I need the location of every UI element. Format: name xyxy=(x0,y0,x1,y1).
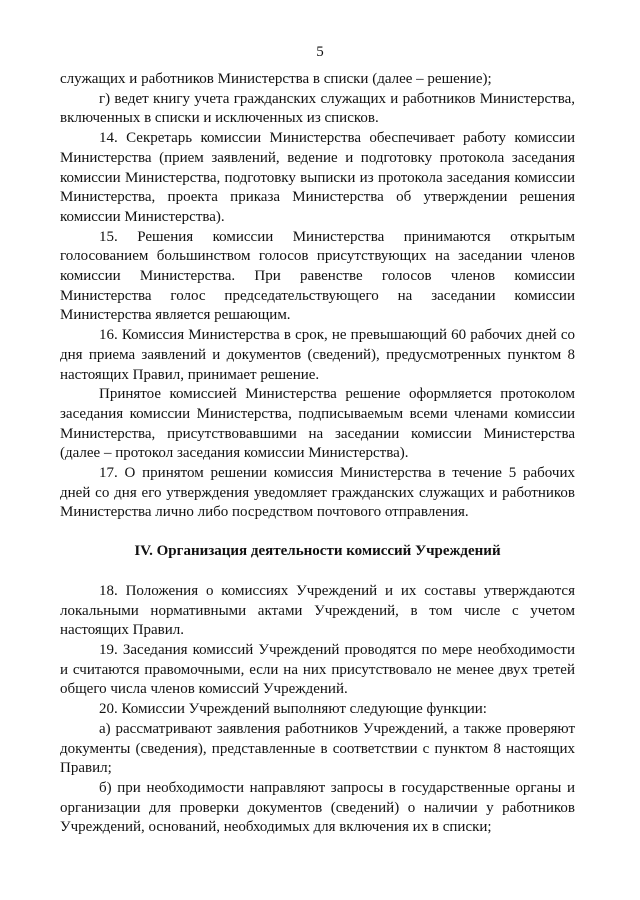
document-body xyxy=(60,70,575,838)
paragraph-20-item-a: а) рассматривают заявления работников Учреждений, а также проверяют документы (сведения), представленные в соответствии с пунктом 8 настоящих Правил; xyxy=(60,720,575,777)
paragraph-16: 16. Комиссия Министерства в срок, не превышающий 60 рабочих дней со дня приема заявлений и документов (сведений), предусмотренных пунктом 8 настоящих Правил, принимает решение. xyxy=(60,327,575,383)
paragraph-16-continuation: Принятое комиссией Министерства решение оформляется протоколом заседания комиссии Министерства, подписываемым всеми членами комиссии Министерства, присутствовавшими на заседании комиссии Министерства (далее – протокол заседания комиссии Министерства). xyxy=(60,386,575,462)
paragraph-14: 14. Секретарь комиссии Министерства обеспечивает работу комиссии Министерства (прием заявлений, ведение и подготовку протокола заседания комиссии Министерства, подготовку выписки из протокола заседания комиссии Министерства, проекта приказа Министерства об утверждении решения комиссии Министерства). xyxy=(60,130,575,225)
paragraph-15: 15. Решения комиссии Министерства принимаются открытым голосованием большинством голосов присутствующих на заседании членов комиссии Министерства. При равенстве голосов членов комиссии Министерства голос председательствующего на заседании комиссии Министерства является решающим. xyxy=(60,228,575,324)
paragraph-20-item-b: б) при необходимости направляют запросы в государственные органы и организации для проверки документов (сведений) о наличии у работников Учреждений, оснований, необходимых для включения их в списки; xyxy=(60,779,575,836)
paragraph-continuation: служащих и работников Министерства в списки (далее – решение); xyxy=(60,71,492,87)
paragraph-19: 19. Заседания комиссий Учреждений проводятся по мере необходимости и считаются правомочными, если на них присутствовало не менее двух третей общего числа членов комиссий Учреждений. xyxy=(60,641,575,698)
paragraph-17: 17. О принятом решении комиссия Министерства в течение 5 рабочих дней со дня его утверждения уведомляет гражданских служащих и работников Министерства лично либо посредством почтового отправления. xyxy=(60,465,575,521)
paragraph-18: 18. Положения о комиссиях Учреждений и их составы утверждаются локальными нормативными актами Учреждений, в том числе с учетом настоящих Правил. xyxy=(60,582,575,639)
paragraph-item-g: г) ведет книгу учета гражданских служащих и работников Министерства, включенных в списки и исключенных из списков. xyxy=(60,90,575,127)
paragraph-20: 20. Комиссии Учреждений выполняют следующие функции: xyxy=(99,701,487,718)
page-number: 5 xyxy=(316,44,324,60)
section-heading: IV. Организация деятельности комиссий Учреждений xyxy=(134,543,501,560)
